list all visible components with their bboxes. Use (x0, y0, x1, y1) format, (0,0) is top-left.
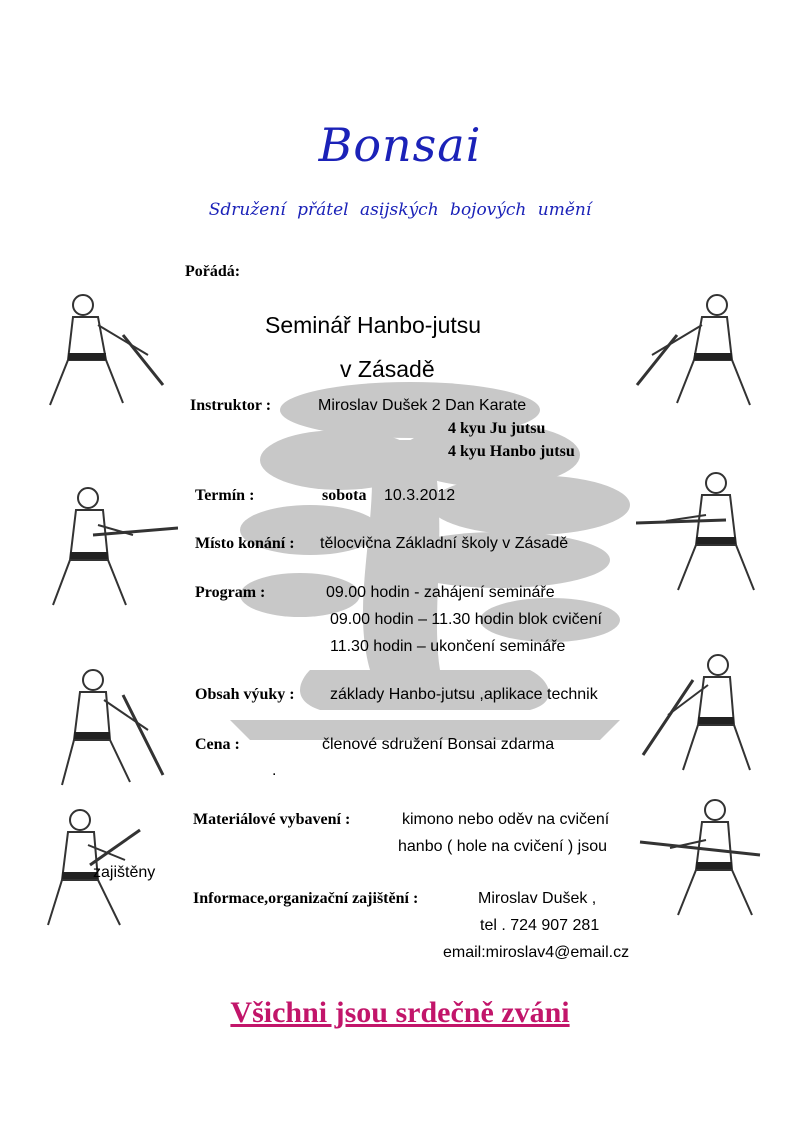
program-line-2: 09.00 hodin – 11.30 hodin blok cvičení (330, 611, 602, 628)
karate-figure-left-1 (28, 285, 168, 425)
equipment-line-3: zajištěny (93, 864, 156, 881)
instructor-rank-2: 4 kyu Hanbo jutsu (448, 443, 575, 460)
info-email[interactable]: email:miroslav4@email.cz (443, 944, 630, 961)
instructor-label: Instruktor : (190, 397, 272, 414)
price-dot: . (272, 762, 277, 779)
term-label: Termín : (195, 487, 255, 504)
term-day: sobota (322, 487, 367, 504)
price-value: členové sdružení Bonsai zdarma (322, 736, 555, 753)
seminar-place: v Zásadě (340, 356, 435, 382)
program-line-1: 09.00 hodin - zahájení semináře (326, 584, 555, 601)
page-title: Bonsai (318, 118, 482, 172)
karate-figure-left-3 (38, 660, 178, 800)
venue-label: Místo konání : (195, 535, 295, 552)
instructor-rank-1: 4 kyu Ju jutsu (448, 420, 546, 437)
karate-figure-right-3 (638, 645, 778, 785)
program-label: Program : (195, 584, 266, 601)
closing-invitation: Všichni jsou srdečně zváni (230, 996, 570, 1029)
venue-value: tělocvična Základní školy v Zásadě (320, 535, 569, 552)
page-subtitle: Sdružení přátel asijských bojových umění (208, 200, 592, 220)
karate-figure-left-2 (38, 480, 178, 620)
price-label: Cena : (195, 736, 240, 753)
program-line-3: 11.30 hodin – ukončení semináře (330, 638, 566, 655)
karate-figure-right-1 (632, 285, 772, 425)
instructor-name: Miroslav Dušek 2 Dan Karate (318, 397, 527, 414)
content-value: základy Hanbo-jutsu ,aplikace technik (330, 686, 598, 703)
info-phone: tel . 724 907 281 (480, 917, 600, 934)
info-label: Informace,organizační zajištění : (193, 890, 419, 907)
karate-figure-right-2 (636, 465, 776, 605)
bonsai-tree-silhouette (200, 380, 640, 780)
organizer-label: Pořádá: (185, 263, 241, 280)
seminar-title: Seminář Hanbo-jutsu (265, 312, 482, 338)
info-name: Miroslav Dušek , (478, 890, 597, 907)
karate-figure-right-4 (630, 790, 770, 930)
content-label: Obsah výuky : (195, 686, 295, 703)
term-date: 10.3.2012 (384, 487, 456, 504)
equipment-label: Materiálové vybavení : (193, 811, 351, 828)
equipment-line-1: kimono nebo oděv na cvičení (402, 811, 610, 828)
equipment-line-2: hanbo ( hole na cvičení ) jsou (398, 838, 608, 855)
